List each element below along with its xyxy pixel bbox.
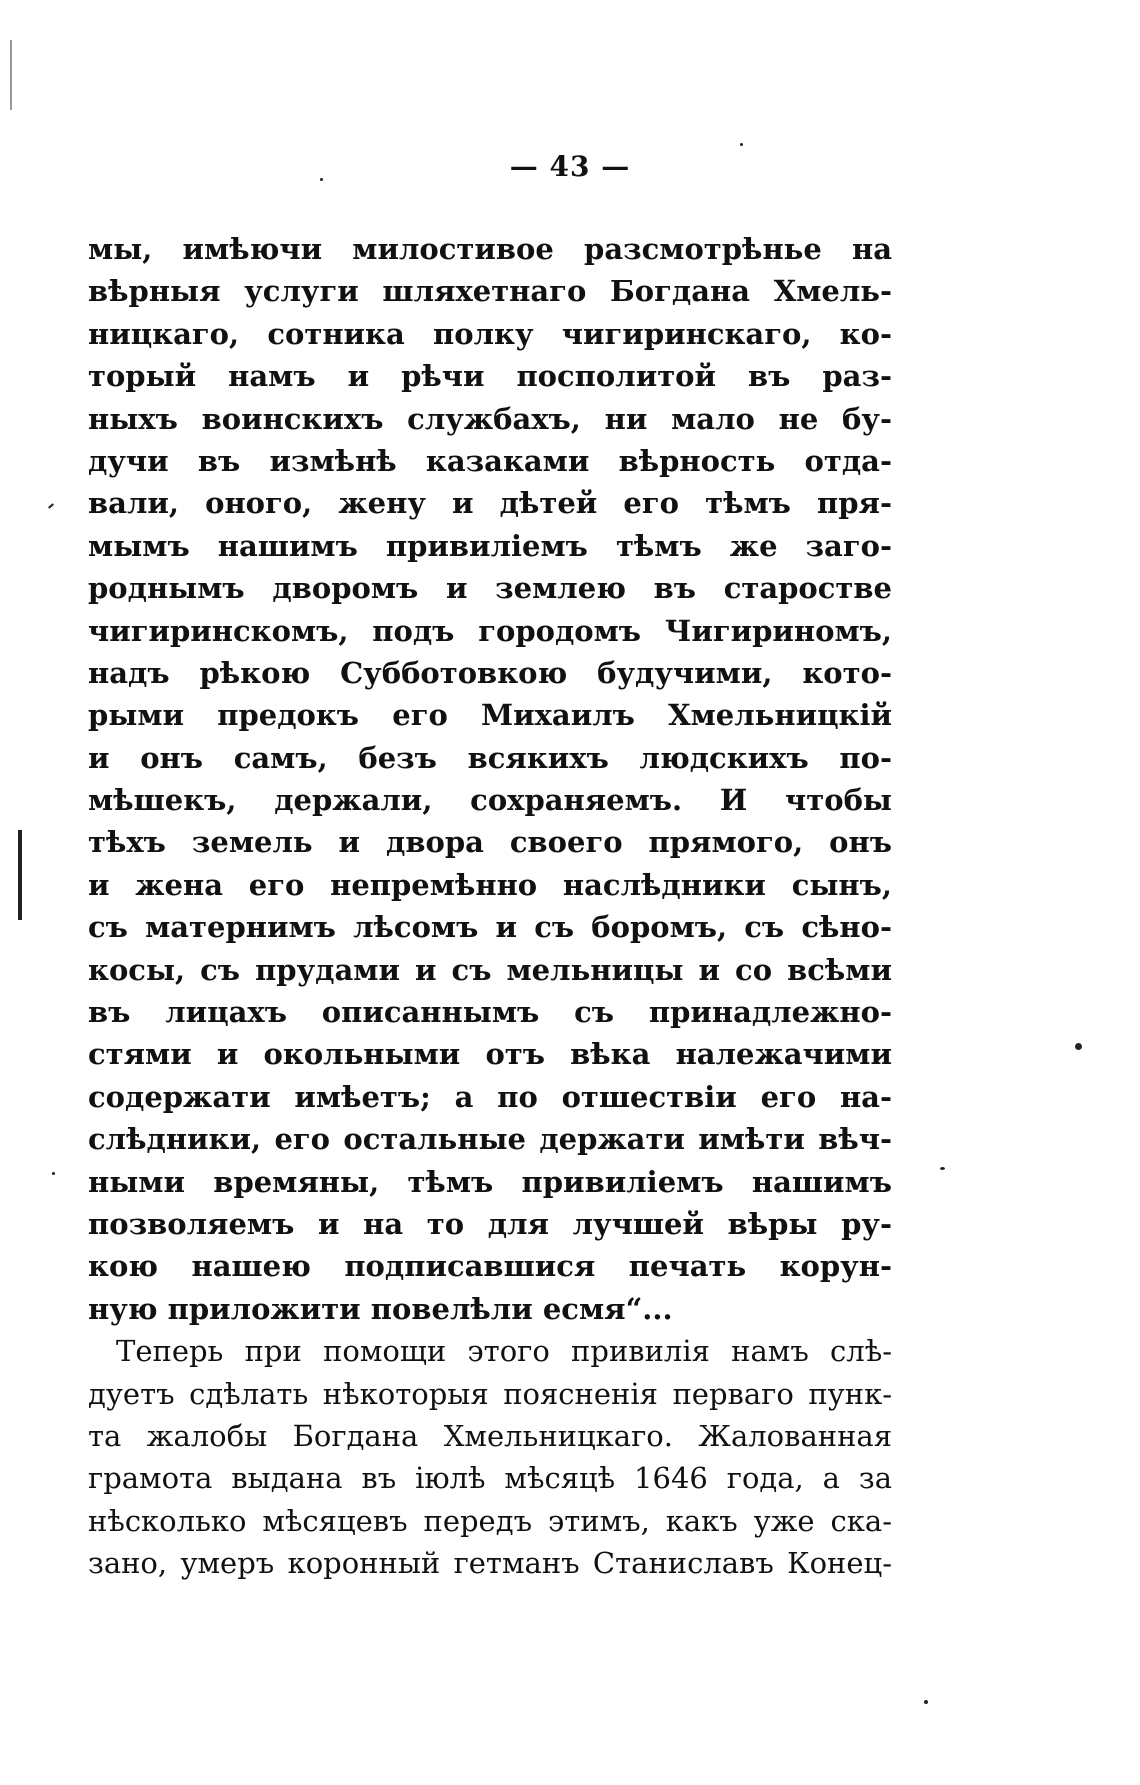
- margin-tick: [48, 503, 54, 508]
- text-line: ными времяны, тѣмъ привиліемъ нашимъ: [88, 1164, 892, 1199]
- text-line: косы, съ прудами и съ мельницы и со всѣми: [88, 952, 892, 987]
- text-line: тѣхъ земель и двора своего прямого, онъ: [88, 825, 892, 860]
- text-line: вѣрныя услуги шляхетнаго Богдана Хмель-: [88, 274, 892, 309]
- text-line: грамота выдана въ іюлѣ мѣсяцѣ 1646 года, а за: [88, 1461, 892, 1496]
- text-line: Теперь при помощи этого привилія намъ слѣ-: [116, 1334, 892, 1369]
- scan-speck: [320, 178, 323, 181]
- body-paragraph: [88, 1330, 892, 1584]
- scan-speck: [740, 143, 743, 146]
- text-block: [88, 228, 892, 1585]
- text-line: позволяемъ и на то для лучшей вѣры ру-: [88, 1206, 892, 1241]
- text-line: зано, умеръ коронный гетманъ Станиславъ Конец-: [88, 1546, 892, 1581]
- margin-rule: [10, 40, 12, 110]
- text-line: рыми предокъ его Михаилъ Хмельницкій: [88, 698, 892, 733]
- text-line: торый намъ и рѣчи посполитой въ раз-: [88, 359, 892, 394]
- quoted-charter-text: [88, 228, 892, 1330]
- text-line: и жена его непремѣнно наслѣдники сынъ,: [88, 867, 892, 902]
- text-line: съ матернимъ лѣсомъ и съ боромъ, съ сѣно-: [88, 910, 892, 945]
- text-line: мѣшекъ, держали, сохраняемъ. И чтобы: [88, 783, 892, 818]
- text-line: нѣсколько мѣсяцевъ передъ этимъ, какъ уже ска-: [88, 1503, 892, 1538]
- text-line: роднымъ дворомъ и землею въ старостве: [88, 571, 892, 606]
- scan-speck: [924, 1700, 928, 1704]
- page-number: — 43 —: [509, 150, 631, 183]
- text-line: надъ рѣкою Субботовкою будучими, кото-: [88, 655, 892, 690]
- margin-rule: [18, 830, 22, 920]
- text-line: мы, имѣючи милостивое разсмотрѣнье на: [88, 232, 892, 266]
- text-line: вали, оного, жену и дѣтей его тѣмъ пря-: [88, 486, 892, 521]
- text-line: кою нашею подписавшися печать корун-: [88, 1249, 892, 1284]
- text-line: дучи въ измѣнѣ казаками вѣрность отда-: [88, 443, 892, 478]
- text-line: ную приложити повелѣли есмя“...: [88, 1291, 673, 1326]
- text-line: и онъ самъ, безъ всякихъ людскихъ по-: [88, 740, 892, 775]
- scan-speck: [1075, 1043, 1082, 1050]
- text-line: въ лицахъ описаннымъ съ принадлежно-: [88, 995, 892, 1030]
- scan-speck: [52, 1172, 55, 1175]
- text-line: ныхъ воинскихъ службахъ, ни мало не бу-: [88, 401, 892, 436]
- text-line: дуетъ сдѣлать нѣкоторыя поясненія перваго пунк-: [88, 1376, 892, 1411]
- text-line: стями и окольными отъ вѣка належачими: [88, 1037, 892, 1072]
- text-line: мымъ нашимъ привиліемъ тѣмъ же заго-: [88, 528, 892, 563]
- text-line: та жалобы Богдана Хмельницкаго. Жалованная: [88, 1418, 892, 1453]
- text-line: чигиринскомъ, подъ городомъ Чигириномъ,: [88, 613, 892, 648]
- scan-speck: [940, 1167, 945, 1170]
- text-line: содержати имѣетъ; а по отшествіи его на-: [88, 1079, 892, 1114]
- text-line: ницкаго, сотника полку чигиринскаго, ко-: [88, 316, 892, 351]
- text-line: слѣдники, его остальные держати имѣти вѣч-: [88, 1122, 892, 1157]
